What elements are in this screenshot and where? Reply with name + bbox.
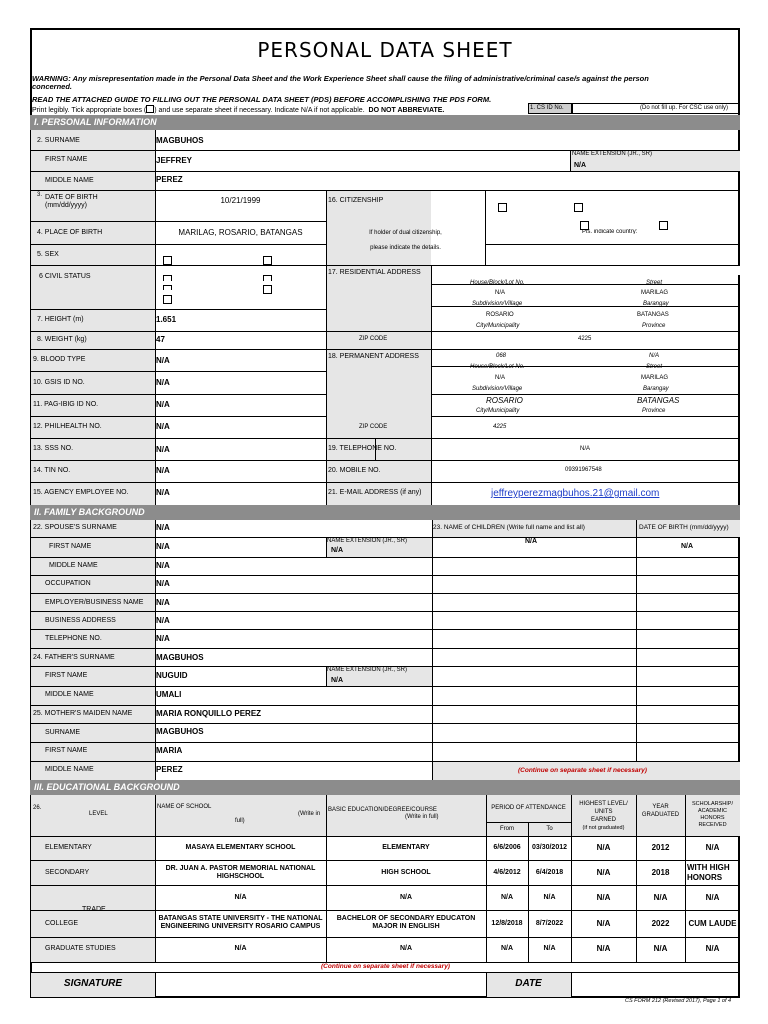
edu-course-college-line2: MAJOR IN ENGLISH: [372, 923, 440, 930]
edu-units-secondary[interactable]: N/A: [596, 868, 611, 877]
perm-city-value[interactable]: ROSARIO: [486, 396, 523, 405]
mother-surname-value[interactable]: MAGBUHOS: [156, 727, 204, 736]
school-header-c: full): [235, 818, 245, 824]
edu-honors-graduate[interactable]: N/A: [705, 944, 720, 953]
section-family-background: II. FAMILY BACKGROUND: [30, 505, 740, 520]
dual-citizenship-checkbox[interactable]: [574, 203, 583, 212]
edu-num: 26.: [33, 805, 42, 811]
citizenship-label: 16. CITIZENSHIP: [328, 197, 384, 204]
male-checkbox[interactable]: [163, 256, 172, 265]
widowed-checkbox[interactable]: [163, 285, 172, 290]
employer-label: EMPLOYER/BUSINESS NAME: [45, 599, 144, 606]
perm-zip-value[interactable]: 4225: [493, 424, 507, 430]
first-name-label: FIRST NAME: [45, 156, 88, 163]
spouse-surname-label: 22. SPOUSE'S SURNAME: [33, 524, 117, 531]
edu-honors-college[interactable]: CUM LAUDE: [688, 919, 737, 928]
res-addr-top: [431, 265, 740, 275]
perm-subdivision-value[interactable]: N/A: [495, 375, 506, 381]
country-note: Pls. indicate country:: [582, 229, 638, 234]
honors-header: [685, 801, 740, 829]
warning-text: WARNING: Any misrepresentation made in the Personal Data Sheet and the Work Experience Sheet shall cause the filing of administrative/criminal case/s against the person: [32, 74, 649, 83]
sss-label: 13. SSS NO.: [33, 445, 74, 452]
instruction-text: [32, 104, 444, 114]
sss-value[interactable]: N/A: [156, 445, 170, 454]
edu-course-trade[interactable]: N/A: [399, 894, 413, 901]
res-city-value[interactable]: ROSARIO: [486, 312, 514, 318]
mother-middle-value[interactable]: PEREZ: [156, 765, 183, 774]
perm-subdivision-label: Subdivision/Village: [472, 386, 523, 392]
business-address-value[interactable]: N/A: [156, 616, 170, 625]
edu-to-elementary[interactable]: 03/30/2012: [531, 844, 568, 851]
single-checkbox[interactable]: [163, 275, 172, 281]
level-header: LEVEL: [89, 811, 108, 817]
edu-from-trade[interactable]: N/A: [500, 894, 514, 901]
perm-street-value[interactable]: N/A: [649, 353, 660, 359]
units-header-line1: HIGHEST LEVEL/: [579, 801, 628, 807]
civil-status-label: 6 CIVIL STATUS: [39, 273, 91, 280]
philhealth-value[interactable]: N/A: [156, 422, 170, 431]
middle-name-label: MIDDLE NAME: [45, 177, 94, 184]
res-subdivision-label: Subdivision/Village: [472, 301, 523, 307]
spouse-surname-value[interactable]: N/A: [156, 523, 170, 532]
other-status-checkbox[interactable]: [163, 295, 172, 304]
spouse-first-value[interactable]: N/A: [156, 542, 170, 551]
spouse-telephone-label: TELEPHONE NO.: [45, 635, 102, 642]
spouse-middle-label: MIDDLE NAME: [49, 562, 98, 569]
edu-year-college[interactable]: 2022: [651, 919, 670, 928]
year-header: [636, 803, 685, 819]
perm-zip-label: ZIP CODE: [359, 424, 388, 430]
from-header: From: [500, 826, 514, 832]
res-house-label: House/Block/Lot No.: [470, 280, 525, 286]
instruction-part-b: ) and use separate sheet if necessary. Indicate N/A if not applicable.: [154, 107, 365, 114]
honors-header-line1: SCHOLARSHIP/: [692, 801, 733, 807]
father-ext-value[interactable]: N/A: [331, 677, 344, 684]
occupation-label: OCCUPATION: [45, 580, 91, 587]
first-name-value[interactable]: JEFFREY: [156, 156, 193, 165]
child-name-value[interactable]: N/A: [525, 538, 538, 545]
res-province-label: Province: [642, 323, 666, 329]
edu-units-trade[interactable]: N/A: [596, 893, 611, 902]
mother-middle-label: MIDDLE NAME: [45, 766, 94, 773]
edu-honors-secondary-line1: WITH HIGH: [687, 863, 730, 872]
business-address-label: BUSINESS ADDRESS: [45, 617, 116, 624]
edu-level-secondary: SECONDARY: [45, 869, 90, 876]
spouse-ext-label: NAME EXTENSION (JR., SR): [327, 538, 408, 544]
family-label-bg: [31, 520, 155, 780]
honors-header-line4: RECEIVED: [698, 822, 727, 828]
father-middle-value[interactable]: UMALI: [156, 690, 182, 699]
mother-maiden-value[interactable]: MARIA RONQUILLO PEREZ: [156, 709, 262, 718]
agency-label: 15. AGENCY EMPLOYEE NO.: [33, 489, 129, 496]
gsis-label: 10. GSIS ID NO.: [33, 379, 85, 386]
child-dob-value[interactable]: N/A: [681, 543, 694, 550]
perm-province-value[interactable]: BATANGAS: [637, 396, 680, 405]
sex-label: 5. SEX: [37, 251, 59, 258]
res-subdivision-value[interactable]: N/A: [495, 290, 506, 296]
perm-province-label: Province: [642, 408, 666, 414]
res-zip-label: ZIP CODE: [359, 336, 388, 342]
edu-school-college[interactable]: [155, 915, 326, 931]
spouse-middle-value[interactable]: N/A: [156, 561, 170, 570]
period-header: PERIOD OF ATTENDANCE: [491, 805, 566, 811]
philhealth-label: 12. PHILHEALTH NO.: [33, 423, 102, 430]
edu-course-graduate[interactable]: N/A: [399, 945, 413, 952]
weight-value[interactable]: 47: [156, 335, 165, 344]
dual-note-1: If holder of dual citizenship,: [369, 230, 442, 236]
mobile-label: 20. MOBILE NO.: [328, 467, 381, 474]
label-column-bg-2: [326, 191, 431, 505]
residential-address-label: 17. RESIDENTIAL ADDRESS: [328, 269, 421, 276]
edu-from-college[interactable]: 12/8/2018: [491, 920, 523, 927]
email-label: 21. E-MAIL ADDRESS (if any): [328, 489, 422, 496]
perm-barangay-value[interactable]: MARILAG: [641, 375, 669, 381]
pagibig-label: 11. PAG-IBIG ID NO.: [33, 401, 99, 408]
page-title: PERSONAL DATA SHEET: [257, 38, 513, 62]
by-naturalization-checkbox[interactable]: [659, 221, 668, 230]
edu-to-secondary[interactable]: 6/4/2018: [535, 869, 564, 876]
edu-school-trade[interactable]: N/A: [234, 894, 247, 901]
edu-level-elementary: ELEMENTARY: [45, 844, 92, 851]
res-barangay-value[interactable]: MARILAG: [641, 290, 669, 296]
father-surname-label: 24. FATHER'S SURNAME: [33, 654, 115, 661]
gsis-value[interactable]: N/A: [156, 378, 170, 387]
surname-label: 2. SURNAME: [37, 137, 80, 144]
middle-name-value[interactable]: PEREZ: [156, 175, 183, 184]
tick-box-icon: [146, 105, 154, 113]
employer-value[interactable]: N/A: [156, 598, 170, 607]
instruction-part-a: Print legibly. Tick appropriate boxes (: [32, 107, 147, 114]
edu-units-elementary[interactable]: N/A: [596, 843, 611, 852]
res-city-label: City/Municipality: [476, 323, 520, 329]
edu-honors-secondary[interactable]: [687, 863, 730, 883]
edu-school-secondary[interactable]: [155, 865, 326, 881]
weight-label: 8. WEIGHT (kg): [37, 336, 87, 343]
married-checkbox[interactable]: [263, 275, 272, 281]
edu-units-college[interactable]: N/A: [596, 919, 611, 928]
mobile-value[interactable]: 09391967548: [565, 467, 602, 473]
instruction-part-c: DO NOT ABBREVIATE.: [368, 107, 445, 114]
edu-from-secondary[interactable]: 4/6/2012: [493, 869, 521, 876]
date-field[interactable]: [572, 973, 740, 997]
family-continue-note: (Continue on separate sheet if necessary): [518, 767, 647, 774]
signature-field[interactable]: [156, 973, 486, 997]
name-ext-value[interactable]: N/A: [574, 162, 587, 169]
honors-header-line2: ACADEMIC: [697, 808, 728, 814]
edu-to-trade[interactable]: N/A: [543, 894, 556, 901]
perm-barangay-label: Barangay: [643, 386, 669, 392]
separated-checkbox[interactable]: [263, 285, 272, 294]
filipino-checkbox[interactable]: [498, 203, 507, 212]
edu-school-secondary-line1: DR. JUAN A. PASTOR MEMORIAL NATIONAL: [165, 865, 316, 872]
edu-units-graduate[interactable]: N/A: [596, 944, 611, 953]
tin-value[interactable]: N/A: [156, 466, 170, 475]
spouse-telephone-value[interactable]: N/A: [156, 634, 170, 643]
date-label: DATE: [515, 978, 542, 989]
female-checkbox[interactable]: [263, 256, 272, 265]
name-ext-label: NAME EXTENSION (JR., SR): [572, 151, 653, 157]
country-field[interactable]: [486, 245, 740, 265]
guide-notice: READ THE ATTACHED GUIDE TO FILLING OUT THE PERSONAL DATA SHEET (PDS) BEFORE ACCOMPLISHING THE PDS FORM.: [32, 95, 492, 104]
school-header: NAME OF SCHOOL: [157, 804, 212, 810]
perm-house-label: House/Block/Lot No.: [470, 364, 525, 370]
edu-school-graduate[interactable]: N/A: [234, 945, 247, 952]
edu-honors-elementary[interactable]: N/A: [705, 843, 720, 852]
tin-label: 14. TIN NO.: [33, 467, 71, 474]
dob-num: 3.: [37, 192, 43, 198]
warning-text-cont: concerned.: [32, 82, 73, 91]
units-header-line3: EARNED: [590, 817, 616, 823]
csid-label: 1. CS ID No.: [530, 105, 564, 111]
blood-type-value[interactable]: N/A: [156, 356, 170, 365]
edu-school-college-line1: BATANGAS STATE UNIVERSITY - THE NATIONAL: [158, 915, 323, 922]
edu-continue-note: (Continue on separate sheet if necessary): [321, 963, 450, 970]
spouse-ext-value[interactable]: N/A: [331, 547, 344, 554]
to-header: To: [546, 826, 553, 832]
edu-school-elementary[interactable]: MASAYA ELEMENTARY SCHOOL: [185, 844, 296, 851]
course-header-b: (Write in full): [405, 814, 439, 820]
units-header: [571, 800, 636, 832]
mother-first-value[interactable]: MARIA: [156, 746, 183, 755]
units-header-line2: UNITS: [594, 809, 613, 815]
dob-format: (mm/dd/yyyy): [45, 202, 87, 209]
mother-surname-label: SURNAME: [45, 729, 81, 736]
permanent-address-label: 18. PERMANENT ADDRESS: [328, 353, 419, 360]
edu-course-college[interactable]: [326, 915, 486, 931]
edu-year-graduate[interactable]: N/A: [653, 944, 668, 953]
height-value[interactable]: 1.651: [156, 315, 177, 324]
edu-school-college-line2: ENGINEERING UNIVERSITY ROSARIO CAMPUS: [160, 923, 321, 930]
res-street-label: Street: [646, 280, 663, 286]
year-header-line1: YEAR: [652, 804, 669, 810]
edu-to-graduate[interactable]: N/A: [543, 945, 556, 952]
csid-note: (Do not fill up. For CSC use only): [640, 105, 729, 111]
perm-house-value[interactable]: 068: [496, 353, 507, 359]
email-link[interactable]: jeffreyperezmagbuhos.21@gmail.com: [491, 488, 660, 499]
father-middle-label: MIDDLE NAME: [45, 691, 94, 698]
place-of-birth-value[interactable]: MARILAG, ROSARIO, BATANGAS: [178, 228, 303, 237]
occupation-value[interactable]: N/A: [156, 579, 170, 588]
agency-value[interactable]: N/A: [156, 488, 170, 497]
father-ext-label: NAME EXTENSION (JR., SR): [327, 667, 408, 673]
school-header-b: (Write in: [298, 811, 321, 817]
edu-school-secondary-line2: HIGHSCHOOL: [216, 873, 265, 880]
dob-value[interactable]: 10/21/1999: [220, 196, 261, 205]
father-first-label: FIRST NAME: [45, 672, 88, 679]
father-first-value[interactable]: NUGUID: [156, 671, 188, 680]
course-header: BASIC EDUCATION/DEGREE/COURSE: [328, 807, 437, 813]
year-header-line2: GRADUATED: [641, 812, 680, 818]
perm-street-label: Street: [646, 364, 663, 370]
height-label: 7. HEIGHT (m): [37, 316, 84, 323]
child-dob-header: DATE OF BIRTH (mm/dd/yyyy): [639, 524, 729, 531]
telephone-value[interactable]: N/A: [580, 446, 591, 452]
mother-first-label: FIRST NAME: [45, 747, 88, 754]
dual-note-2: please indicate the details.: [370, 245, 441, 251]
res-barangay-label: Barangay: [643, 301, 669, 307]
pagibig-value[interactable]: N/A: [156, 400, 170, 409]
edu-course-college-line1: BACHELOR OF SECONDARY EDUCATON: [336, 915, 476, 922]
edu-level-college: COLLEGE: [45, 920, 79, 927]
spouse-first-label: FIRST NAME: [49, 543, 92, 550]
edu-to-college[interactable]: 8/7/2022: [535, 920, 564, 927]
perm-city-label: City/Municipality: [476, 408, 520, 414]
form-footer: CS FORM 212 (Revised 2017), Page 1 of 4: [625, 998, 732, 1004]
honors-header-line3: HONORS: [700, 815, 725, 821]
surname-value[interactable]: MAGBUHOS: [156, 136, 204, 145]
edu-year-secondary[interactable]: 2018: [651, 868, 670, 877]
father-surname-value[interactable]: MAGBUHOS: [156, 653, 204, 662]
section-educational-background: III. EDUCATIONAL BACKGROUND: [30, 780, 740, 795]
edu-course-secondary[interactable]: HIGH SCHOOL: [381, 869, 431, 876]
edu-year-elementary[interactable]: 2012: [651, 843, 670, 852]
edu-honors-secondary-line2: HONORS: [687, 873, 723, 882]
edu-from-graduate[interactable]: N/A: [500, 945, 514, 952]
place-of-birth-label: 4. PLACE OF BIRTH: [37, 229, 103, 236]
edu-level-graduate: GRADUATE STUDIES: [45, 945, 116, 952]
dob-label: DATE OF BIRTH: [45, 194, 98, 201]
units-header-line4: (if not graduated): [582, 825, 625, 831]
res-zip-value[interactable]: 4225: [578, 336, 592, 342]
res-province-value[interactable]: BATANGAS: [637, 312, 669, 318]
mother-maiden-label: 25. MOTHER'S MAIDEN NAME: [33, 710, 133, 717]
edu-from-elementary[interactable]: 6/6/2006: [493, 844, 521, 851]
edu-year-trade[interactable]: N/A: [653, 893, 668, 902]
edu-honors-trade[interactable]: N/A: [705, 893, 720, 902]
children-header: 23. NAME of CHILDREN (Write full name and list all): [433, 524, 585, 531]
blood-type-label: 9. BLOOD TYPE: [33, 356, 86, 363]
edu-level-trade: TRADE: [82, 906, 106, 910]
edu-course-elementary[interactable]: ELEMENTARY: [382, 844, 430, 851]
signature-label: SIGNATURE: [63, 978, 123, 989]
telephone-label: 19. TELEPHONE NO.: [328, 445, 397, 452]
section-personal-information: I. PERSONAL INFORMATION: [30, 115, 740, 130]
